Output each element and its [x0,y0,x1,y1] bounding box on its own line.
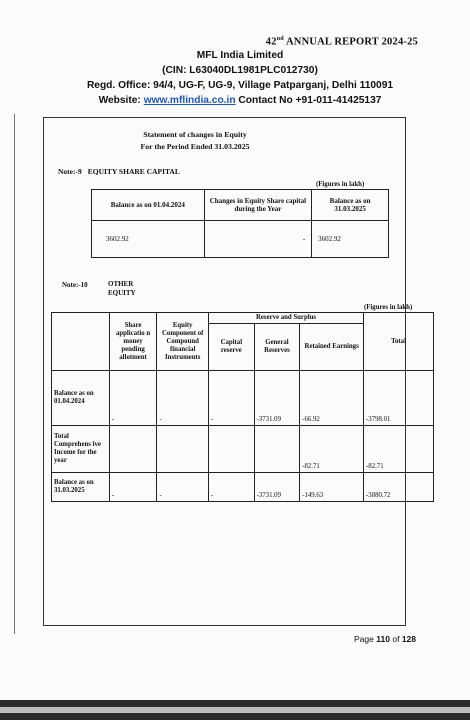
page-number [354,634,416,644]
row-label: Balance as on 31.03.2025 [52,473,110,502]
table-row [52,371,434,426]
cell-equity-component: - [157,473,209,502]
page-current: 110 [376,634,390,644]
page-label: Page [354,634,374,644]
cell-equity-component: - [157,371,209,426]
report-number-suffix: nd [276,36,284,42]
statement-heading [90,129,300,153]
company-cin: (CIN: L63040DL1981PLC012730) [162,65,318,76]
registered-office: Regd. Office: 94/4, UG-F, UG-9, Village Patparganj, Delhi 110091 [86,80,394,91]
note9-title: EQUITY SHARE CAPITAL [87,167,180,176]
col-share-application: Share applicatio n money pending allotment [109,313,157,371]
report-number: 42 [265,36,277,48]
cell-capital-reserve [209,426,255,473]
cell-retained-earnings: -66.92 [300,371,364,426]
horizontal-scrollbar[interactable] [0,707,470,713]
contact-number: Contact No +91-011-41425137 [238,95,382,106]
col-retained-earnings: Retained Earnings [300,324,364,371]
cell-changes: - [204,221,312,258]
note10-title [108,280,136,298]
cell-share-application: - [109,473,157,502]
col-capital-reserve: Capital reserve [209,324,255,371]
note9-label: Note:-9 [58,167,82,176]
cell-total: -3880.72 [364,473,434,502]
company-name: MFL India Limited [196,50,284,61]
row-label: Total Comprehens ive Income for the year [52,426,110,473]
table-row [92,221,389,258]
cell-general-reserves [254,426,300,473]
viewer-bottom-bar [0,700,470,720]
website-label: Website: [98,95,141,106]
col-total: Total [364,313,434,371]
report-title-text: ANNUAL REPORT 2024-25 [286,36,418,48]
cell-total: -82.71 [364,426,434,473]
cell-total: -3798.01 [364,371,434,426]
website-contact-line [40,93,440,108]
equity-share-capital-table [91,189,389,258]
note10-title-line1: OTHER [108,280,134,288]
note10-figures-note: (Figures in lakh) [364,304,413,311]
cell-retained-earnings: -149.63 [300,473,364,502]
website-link[interactable]: www.mflindia.co.in [143,95,236,106]
cell-equity-component [157,426,209,473]
table-row [52,473,434,502]
page-of-label: of [392,634,400,644]
note9-heading [58,167,180,176]
note9-figures-note: (Figures in lakh) [316,181,365,188]
note10-title-line2: EQUITY [108,289,136,297]
report-title [266,36,418,48]
cell-capital-reserve: - [209,371,255,426]
col-row-label [52,313,110,371]
table-header-row [92,190,389,221]
cell-share-application [109,426,157,473]
table-row [52,426,434,473]
cell-general-reserves: -3731.09 [254,371,300,426]
statement-title: Statement of changes in Equity [143,130,247,139]
note10-label: Note:-10 [62,281,88,289]
col-balance-open: Balance as on 01.04.2024 [92,190,205,221]
cell-balance-open: 3602.92 [92,221,205,258]
page-total: 128 [401,634,416,644]
company-header [40,48,440,108]
cell-general-reserves: -3731.09 [254,473,300,502]
col-changes: Changes in Equity Share capital during the Year [204,190,312,221]
col-balance-close: Balance as on 31.03.2025 [312,190,389,221]
other-equity-table [51,312,434,502]
row-label: Balance as on 01.04.2024 [52,371,110,426]
page-left-rule [14,114,15,634]
cell-share-application: - [109,371,157,426]
statement-period: For the Period Ended 31.03.2025 [140,142,250,151]
col-equity-component: Equity Component of Compound financial Instruments [157,313,209,371]
col-reserve-surplus: Reserve and Surplus [209,313,364,324]
cell-capital-reserve: - [209,473,255,502]
col-general-reserves: General Reserves [254,324,300,371]
table-header-row [52,313,434,324]
cell-balance-close: 3602.92 [312,221,389,258]
cell-retained-earnings: -82.71 [300,426,364,473]
